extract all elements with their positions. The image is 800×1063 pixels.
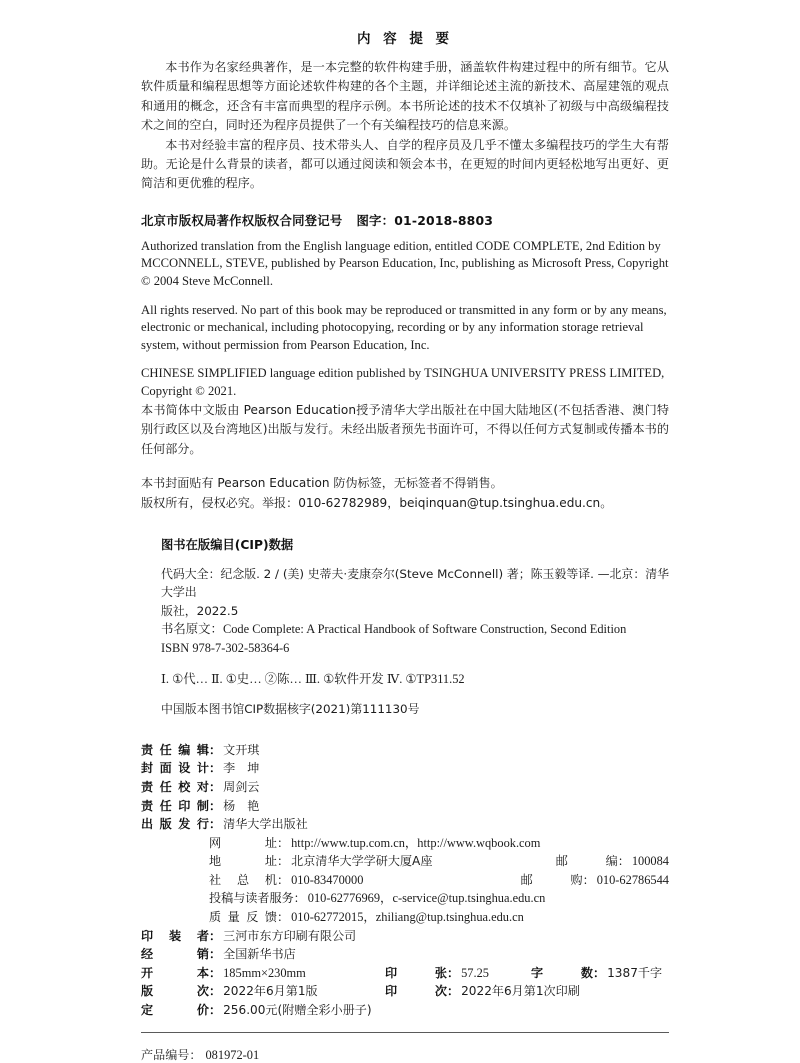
switchboard-value: 010-83470000	[291, 872, 364, 887]
anti-counterfeit-notice: 本书封面贴有 Pearson Education 防伪标签，无标签者不得销售。	[141, 476, 503, 491]
cip-original-title: 书名原文：Code Complete: A Practical Handbook of Software Construction, Second Edition	[161, 622, 627, 637]
chinese-simplified-notice: CHINESE SIMPLIFIED language edition published by TSINGHUA UNIVERSITY PRESS LIMITED, Copyright © 2021.	[141, 366, 665, 398]
divider-rule	[141, 1032, 669, 1033]
colophon-label: 责任校对	[141, 779, 209, 794]
postal-code-group: 邮 编 ： 100084	[542, 852, 669, 871]
format-value: 185mm×230mm	[223, 965, 306, 980]
sheets-value: 57.25	[461, 965, 489, 980]
colophon-row-switchboard: 社 总 机 ： 010-83470000 邮 购 ： 010-62786544	[209, 871, 669, 890]
price-label: 定 价	[141, 1003, 209, 1018]
colophon-value: 杨 艳	[223, 798, 260, 813]
page-title: 内 容 提 要	[356, 31, 454, 47]
colophon-value: 文开琪	[223, 742, 260, 757]
printing-value: 2022年6月第1次印刷	[461, 984, 580, 999]
colophon-sublabel: 社 总 机	[209, 872, 277, 887]
copyright-registration-line	[141, 211, 669, 229]
license-notice-cn: 本书简体中文版由 Pearson Education授予清华大学出版社在中国大陆地区(不包括香港、澳门特别行政区以及台湾地区)出版与发行。未经出版者预先书面许可，不得以任何方式复制或传播本书的任何部分。	[141, 402, 669, 456]
postal-code-value: 100084	[631, 854, 669, 869]
colophon-value: 全国新华书店	[223, 947, 296, 962]
abstract-paragraph-2: 本书对经验丰富的程序员、技术带头人、自学的程序员及几乎不懂太多编程技巧的学生大有帮助。无论是什么背景的读者，都可以通过阅读和领会本书，在更短的时间内更轻松地写出更好、更简洁和更优雅的程序。	[141, 137, 669, 191]
product-number-label: 产品编号：	[141, 1047, 202, 1062]
price-value: 256.00元(附赠全彩小册子)	[223, 1003, 372, 1018]
colophon-label: 责任编辑	[141, 742, 209, 757]
registration-label: 北京市版权局著作权版权合同登记号	[141, 212, 343, 228]
address-value: 北京清华大学学研大厦A座	[291, 854, 433, 869]
colophon-value: 清华大学出版社	[223, 817, 308, 832]
printing-label: 印 次	[385, 984, 447, 999]
colophon-row-cover-design: 封面设计 ： 李 坤	[141, 759, 669, 778]
cip-number: 中国版本图书馆CIP数据核字(2021)第111130号	[161, 702, 420, 717]
page-content	[141, 0, 669, 1063]
colophon-label: 经 销	[141, 947, 209, 962]
all-rights-reserved-notice: All rights reserved. No part of this book may be reproduced or transmitted in any form or by any means, electronic or mechanical, including photocopying, recording or by any information storage retrieval system, without permission from Pearson Education, Inc.	[141, 302, 667, 352]
format-label: 开 本	[141, 965, 209, 980]
submission-service-value[interactable]: 010-62776969，c-service@tup.tsinghua.edu.cn	[307, 891, 546, 906]
cip-title-line-2: 版社，2022.5	[161, 603, 239, 618]
colophon-row-price: 定 价 ： 256.00元(附赠全彩小册子)	[141, 1001, 669, 1020]
colophon-row-submission-service: 投稿与读者服务 ： 010-62776969，c-service@tup.tsinghua.edu.cn	[209, 889, 669, 908]
rights-notice: 版权所有，侵权必究。举报：010-62782989，beiqinquan@tup.tsinghua.edu.cn。	[141, 495, 613, 510]
registration-number: 图字：01-2018-8803	[356, 212, 494, 228]
colophon-value: 三河市东方印刷有限公司	[223, 928, 357, 943]
postal-code-label: 邮 编	[555, 854, 618, 869]
cip-isbn: ISBN 978-7-302-58364-6	[161, 640, 290, 655]
product-number-value: 081972-01	[205, 1047, 260, 1062]
colophon-sublabel: 地 址	[209, 854, 277, 869]
website-value[interactable]: http://www.tup.com.cn，http://www.wqbook.com	[291, 835, 541, 850]
edition-label: 版 次	[141, 984, 209, 999]
colophon-row-proofreader: 责任校对 ： 周剑云	[141, 778, 669, 797]
mail-order-value: 010-62786544	[596, 872, 669, 887]
cip-classification: Ⅰ. ①代… Ⅱ. ①史… ②陈… Ⅲ. ①软件开发 Ⅳ. ①TP311.52	[161, 671, 465, 686]
colophon-table	[141, 741, 669, 1020]
colophon-row-edition: 版 次 ： 2022年6月第1版 印 次 ： 2022年6月第1次印刷	[141, 982, 669, 1001]
colophon-row-format: 开 本 ： 185mm×230mm 印 张 ： 57.25 字 数 ： 1387千字	[141, 964, 669, 983]
colophon-value: 李 坤	[223, 761, 260, 776]
sheets-label: 印 张	[385, 965, 447, 980]
authorized-translation-notice: Authorized translation from the English language edition, entitled CODE COMPLETE, 2nd Edition by MCCONNELL, STEVE, published by Pearson Education, Inc, publishing as Microsoft Press, Copyright © 2004 Steve McConnell.	[141, 238, 669, 289]
colophon-row-distributor: 经 销 ： 全国新华书店	[141, 945, 669, 964]
colophon-row-editor: 责任编辑 ： 文开琪	[141, 741, 669, 760]
cip-heading: 图书在版编目(CIP)数据	[161, 537, 294, 552]
wordcount-value: 1387千字	[607, 965, 663, 980]
colophon-label: 出版发行	[141, 817, 209, 832]
product-number-line	[141, 1046, 669, 1063]
cip-section	[161, 535, 669, 719]
colophon-label: 责任印制	[141, 798, 209, 813]
colophon-sublabel: 质量反馈	[209, 910, 277, 925]
colophon-row-website: 网 址 ： http://www.tup.com.cn，http://www.wqbook.com	[209, 834, 669, 853]
colophon-value: 周剑云	[223, 779, 260, 794]
colophon-row-printer: 印 装 者 ： 三河市东方印刷有限公司	[141, 927, 669, 946]
colophon-row-quality-feedback: 质量反馈 ： 010-62772015，zhiliang@tup.tsinghua.edu.cn	[209, 908, 669, 927]
wordcount-label: 字 数	[531, 965, 593, 980]
colophon-sublabel: 网 址	[209, 835, 277, 850]
colophon-sublabel: 投稿与读者服务	[209, 891, 294, 906]
cip-title-line-1: 代码大全：纪念版. 2 / (美) 史蒂夫·麦康奈尔(Steve McConnell) 著；陈玉毅等译. —北京：清华大学出	[161, 566, 670, 600]
quality-feedback-value[interactable]: 010-62772015，zhiliang@tup.tsinghua.edu.cn	[291, 910, 524, 925]
colophon-row-address: 地 址 ： 北京清华大学学研大厦A座 邮 编 ： 100084	[209, 852, 669, 871]
colophon-label: 封面设计	[141, 761, 209, 776]
abstract-paragraph-1: 本书作为名家经典著作，是一本完整的软件构建手册，涵盖软件构建过程中的所有细节。它从软件质量和编程思想等方面论述软件构建的各个主题，并详细论述主流的新技术、高屋建瓴的观点和通用的概念，还含有丰富而典型的程序示例。本书所论述的技术不仅填补了初级与中高级编程技术之间的空白，同时还为程序员提供了一个有关编程技巧的信息来源。	[141, 60, 669, 133]
mail-order-label: 邮 购	[520, 872, 583, 887]
edition-value: 2022年6月第1版	[223, 984, 318, 999]
colophon-row-publisher: 出版发行 ： 清华大学出版社	[141, 815, 669, 834]
mail-order-group: 邮 购 ： 010-62786544	[507, 871, 669, 890]
colophon-label: 印 装 者	[141, 928, 209, 943]
colophon-row-print-supervisor: 责任印制 ： 杨 艳	[141, 797, 669, 816]
